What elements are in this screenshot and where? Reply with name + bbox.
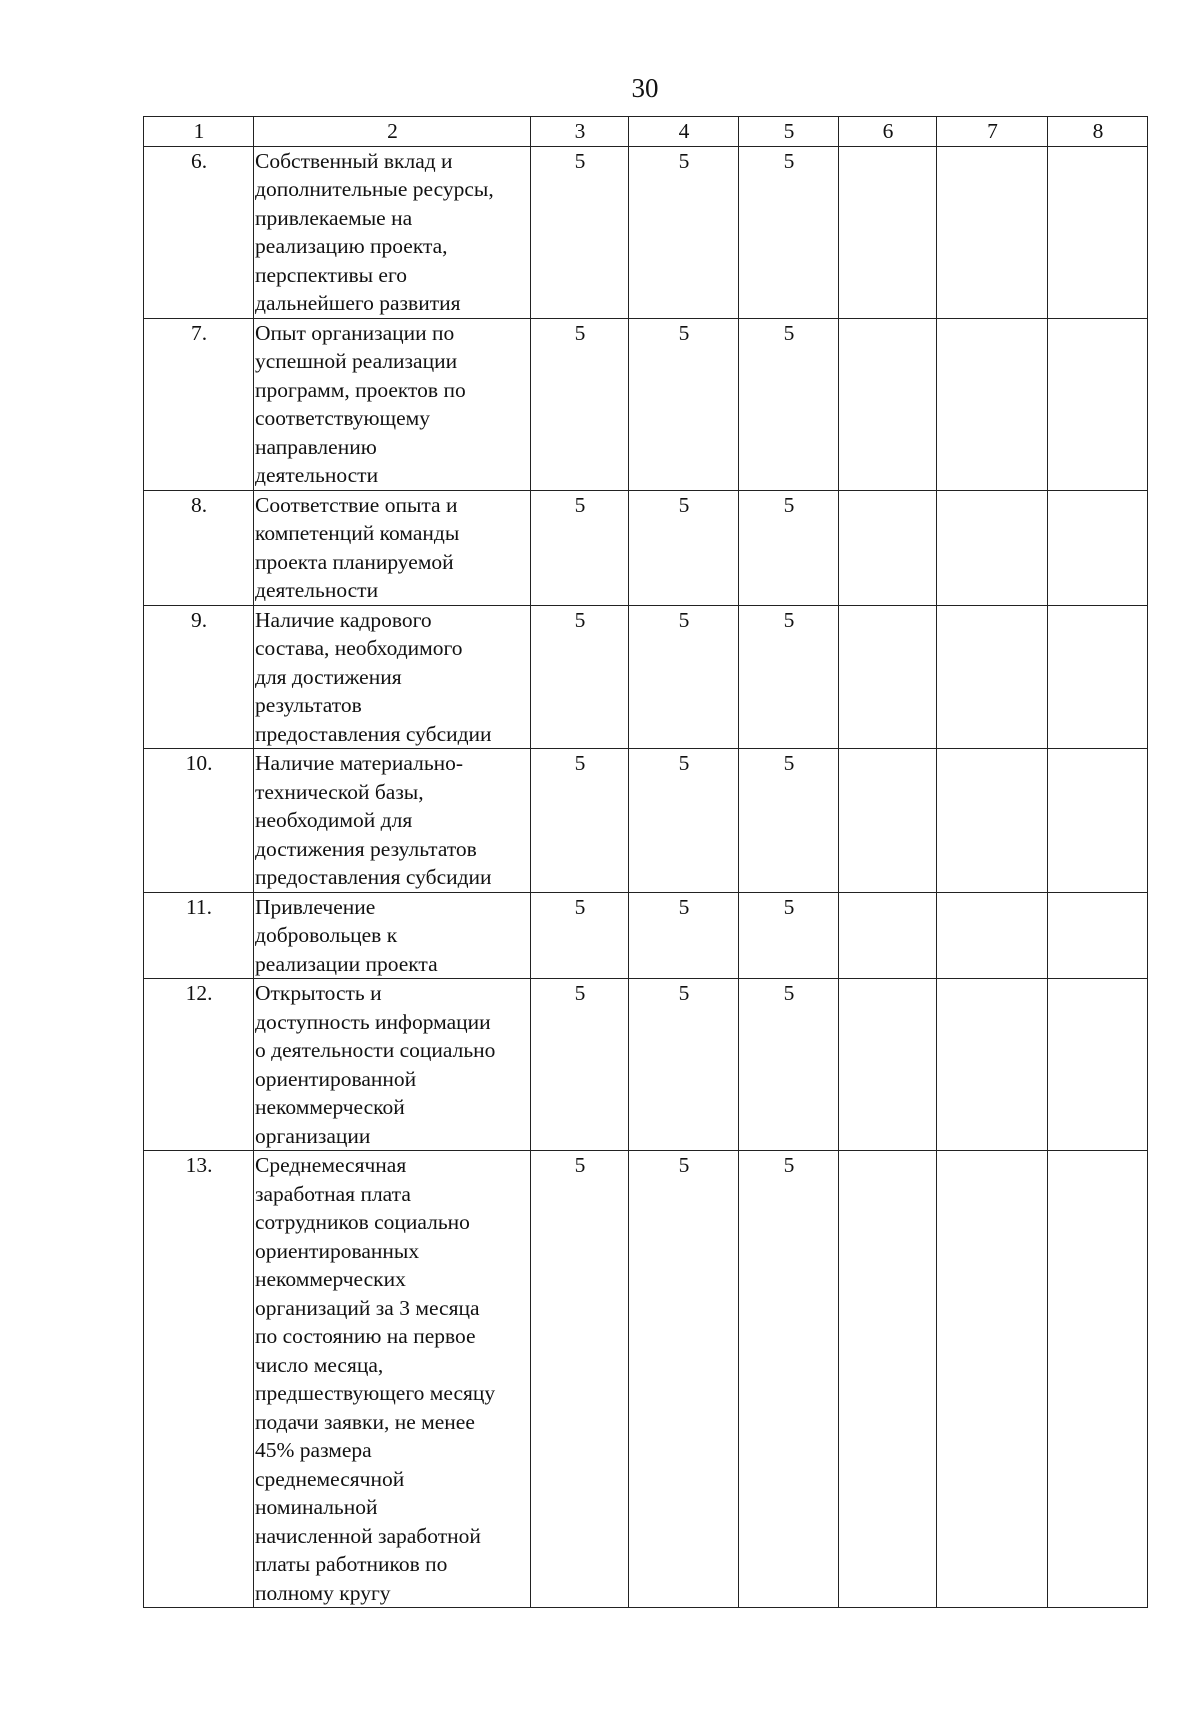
empty-cell-col-7 xyxy=(937,490,1048,605)
table-body xyxy=(144,117,1148,1608)
score-cell-col-4: 5 xyxy=(629,146,739,318)
criterion-text-line: ориентированных xyxy=(255,1238,420,1263)
score-cell-col-3: 5 xyxy=(531,749,629,893)
criterion-text-line: добровольцев к xyxy=(255,923,398,947)
criterion-text-line: успешной реализации xyxy=(255,349,458,373)
criterion-text-line: Соответствие опыта и xyxy=(255,492,458,517)
score-cell-col-4: 5 xyxy=(629,490,739,605)
criterion-text-line: перспективы его xyxy=(255,262,408,287)
empty-cell-col-8 xyxy=(1048,146,1148,318)
empty-cell-col-7 xyxy=(937,892,1048,979)
criterion-text-line: среднемесячной xyxy=(255,1466,405,1491)
score-cell-col-3: 5 xyxy=(531,979,629,1151)
empty-cell-col-8 xyxy=(1048,605,1148,749)
empty-cell-col-6 xyxy=(839,146,937,318)
empty-cell-col-8 xyxy=(1048,979,1148,1151)
score-cell-col-3: 5 xyxy=(531,490,629,605)
score-cell-col-4: 5 xyxy=(629,749,739,893)
criterion-text xyxy=(254,318,531,490)
score-cell-col-5: 5 xyxy=(739,318,839,490)
column-header-1: 1 xyxy=(144,117,254,147)
criterion-number: 13. xyxy=(144,1151,254,1608)
column-header-8: 8 xyxy=(1048,117,1148,147)
score-cell-col-3: 5 xyxy=(531,318,629,490)
criterion-number: 7. xyxy=(144,318,254,490)
criterion-text-line: для достижения xyxy=(255,664,402,689)
score-cell-col-4: 5 xyxy=(629,318,739,490)
criterion-text-line: соответствующему xyxy=(255,406,431,430)
criteria-row xyxy=(144,892,1148,979)
empty-cell-col-7 xyxy=(937,318,1048,490)
criteria-row xyxy=(144,490,1148,605)
criterion-text-line: деятельности xyxy=(255,463,379,487)
criterion-text-line: дальнейшего развития xyxy=(255,291,461,315)
criterion-text-line: компетенций команды xyxy=(255,521,460,545)
criterion-text-line: ориентированной xyxy=(255,1066,417,1091)
empty-cell-col-7 xyxy=(937,749,1048,893)
criterion-text-line: направлению xyxy=(255,434,377,459)
score-cell-col-4: 5 xyxy=(629,1151,739,1608)
criteria-row xyxy=(144,749,1148,893)
criterion-text-line: организации xyxy=(255,1123,371,1148)
score-cell-col-5: 5 xyxy=(739,1151,839,1608)
criterion-text-line: платы работников по xyxy=(255,1552,448,1576)
score-cell-col-3: 5 xyxy=(531,605,629,749)
criterion-text-line: начисленной заработной xyxy=(255,1523,481,1548)
criterion-text-line: Собственный вклад и xyxy=(255,148,453,173)
criterion-text xyxy=(254,979,531,1151)
criterion-number: 12. xyxy=(144,979,254,1151)
empty-cell-col-8 xyxy=(1048,892,1148,979)
criterion-text-line: Опыт организации по xyxy=(255,320,455,345)
criterion-text-line: реализацию проекта, xyxy=(255,234,448,258)
criteria-row xyxy=(144,979,1148,1151)
score-cell-col-5: 5 xyxy=(739,605,839,749)
empty-cell-col-7 xyxy=(937,979,1048,1151)
criterion-text-line: предшествующего месяцу xyxy=(255,1381,496,1405)
criterion-number: 8. xyxy=(144,490,254,605)
criterion-text xyxy=(254,490,531,605)
criterion-text-line: результатов xyxy=(255,693,362,717)
criterion-text-line: деятельности xyxy=(255,578,379,602)
criterion-number: 10. xyxy=(144,749,254,893)
criterion-text-line: программ, проектов по xyxy=(255,377,466,402)
criterion-text-line: Привлечение xyxy=(255,894,376,919)
score-cell-col-4: 5 xyxy=(629,892,739,979)
criterion-text xyxy=(254,605,531,749)
criterion-text-line: 45% размера xyxy=(255,1438,372,1462)
column-number-row xyxy=(144,117,1148,147)
criterion-text-line: достижения результатов xyxy=(255,836,477,861)
criterion-text-line: Среднемесячная xyxy=(255,1153,407,1177)
score-cell-col-3: 5 xyxy=(531,146,629,318)
column-header-2: 2 xyxy=(254,117,531,147)
empty-cell-col-6 xyxy=(839,1151,937,1608)
empty-cell-col-6 xyxy=(839,605,937,749)
empty-cell-col-8 xyxy=(1048,749,1148,893)
criterion-text-line: Открытость и xyxy=(255,981,382,1005)
criterion-text-line: о деятельности социально xyxy=(255,1038,496,1062)
criterion-text-line: привлекаемые на xyxy=(255,205,413,230)
criterion-text-line: число месяца, xyxy=(255,1352,384,1377)
criterion-number: 9. xyxy=(144,605,254,749)
criterion-number: 6. xyxy=(144,146,254,318)
criterion-text-line: реализации проекта xyxy=(255,951,438,976)
criterion-text-line: номинальной xyxy=(255,1495,378,1519)
column-header-3: 3 xyxy=(531,117,629,147)
score-cell-col-3: 5 xyxy=(531,1151,629,1608)
score-cell-col-3: 5 xyxy=(531,892,629,979)
empty-cell-col-6 xyxy=(839,892,937,979)
empty-cell-col-6 xyxy=(839,979,937,1151)
criterion-text-line: Наличие кадрового xyxy=(255,607,432,632)
criterion-text-line: подачи заявки, не менее xyxy=(255,1409,475,1434)
criterion-text-line: состава, необходимого xyxy=(255,636,463,660)
criterion-text-line: Наличие материально- xyxy=(255,751,464,775)
criteria-row xyxy=(144,1151,1148,1608)
criterion-text xyxy=(254,146,531,318)
empty-cell-col-6 xyxy=(839,490,937,605)
empty-cell-col-6 xyxy=(839,318,937,490)
score-cell-col-5: 5 xyxy=(739,892,839,979)
criteria-row xyxy=(144,605,1148,749)
criterion-text-line: дополнительные ресурсы, xyxy=(255,177,494,201)
column-header-6: 6 xyxy=(839,117,937,147)
criterion-text-line: по состоянию на первое xyxy=(255,1324,476,1348)
criterion-text-line: предоставления субсидии xyxy=(255,721,492,746)
criterion-text xyxy=(254,892,531,979)
criterion-number: 11. xyxy=(144,892,254,979)
empty-cell-col-8 xyxy=(1048,318,1148,490)
empty-cell-col-7 xyxy=(937,1151,1048,1608)
criterion-text-line: предоставления субсидии xyxy=(255,865,492,889)
criterion-text-line: некоммерческой xyxy=(255,1095,405,1119)
criterion-text-line: некоммерческих xyxy=(255,1267,406,1291)
criterion-text-line: проекта планируемой xyxy=(255,549,454,574)
criterion-text-line: необходимой для xyxy=(255,808,413,832)
criterion-text-line: организаций за 3 месяца xyxy=(255,1295,480,1320)
empty-cell-col-7 xyxy=(937,146,1048,318)
criterion-text xyxy=(254,749,531,893)
criterion-text xyxy=(254,1151,531,1608)
page-number: 30 xyxy=(631,73,659,103)
criterion-text-line: доступность информации xyxy=(255,1009,491,1034)
score-cell-col-4: 5 xyxy=(629,605,739,749)
empty-cell-col-8 xyxy=(1048,490,1148,605)
criterion-text-line: технической базы, xyxy=(255,779,424,804)
empty-cell-col-7 xyxy=(937,605,1048,749)
column-header-7: 7 xyxy=(937,117,1048,147)
criteria-row xyxy=(144,318,1148,490)
criterion-text-line: сотрудников социально xyxy=(255,1210,470,1234)
column-header-4: 4 xyxy=(629,117,739,147)
criteria-row xyxy=(144,146,1148,318)
score-cell-col-5: 5 xyxy=(739,146,839,318)
score-cell-col-5: 5 xyxy=(739,979,839,1151)
score-cell-col-4: 5 xyxy=(629,979,739,1151)
score-cell-col-5: 5 xyxy=(739,749,839,893)
score-cell-col-5: 5 xyxy=(739,490,839,605)
criterion-text-line: заработная плата xyxy=(255,1181,411,1206)
empty-cell-col-6 xyxy=(839,749,937,893)
column-header-5: 5 xyxy=(739,117,839,147)
criterion-text-line: полному кругу xyxy=(255,1580,391,1605)
empty-cell-col-8 xyxy=(1048,1151,1148,1608)
criteria-score-table xyxy=(143,116,1148,1608)
